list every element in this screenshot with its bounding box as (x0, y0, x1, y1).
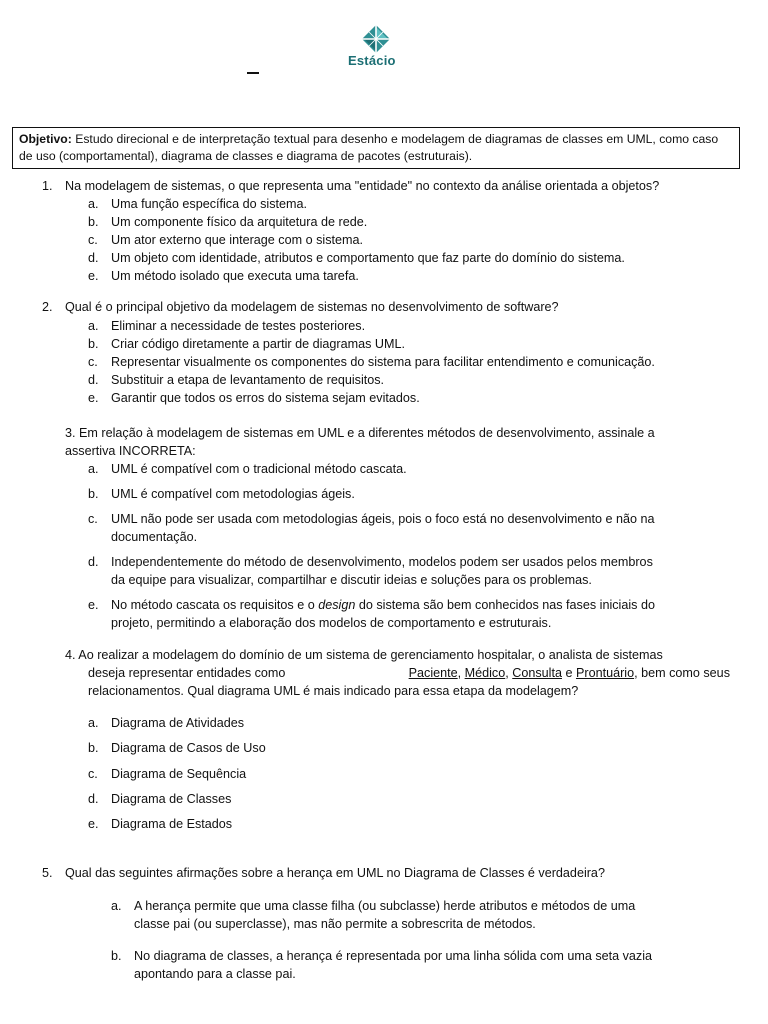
question-number: 5. (42, 866, 53, 880)
question-4-line3: relacionamentos. Qual diagrama UML é mais indicado para essa etapa da modelagem? (88, 684, 579, 698)
estacio-logo (346, 22, 406, 68)
entity-paciente: Paciente (408, 666, 458, 680)
question-text: Na modelagem de sistemas, o que representa uma "entidade" no contexto da análise orientada a objetos? (65, 179, 660, 193)
logo-text: Estácio (348, 53, 396, 67)
question-3-line1: 3. Em relação à modelagem de sistemas em UML e a diferentes métodos de desenvolvimento, assinale a (65, 426, 655, 440)
question-4-line2: deseja representar entidades como Paciente, Médico, Consulta e Prontuário, bem como seus (88, 666, 730, 680)
logo-emblem-icon (362, 25, 390, 55)
objective-box (12, 127, 740, 169)
question-number: 2. (42, 300, 53, 314)
question-number: 1. (42, 179, 53, 193)
objective-text: Estudo direcional e de interpretação textual para desenho e modelagem de diagramas de classes em UML, como caso de uso (comportamental), diagrama de classes e diagrama de pacotes (estruturais). (19, 132, 719, 163)
objective-label: Objetivo: (19, 132, 72, 146)
question-text: Qual das seguintes afirmações sobre a herança em UML no Diagrama de Classes é verdadeira? (65, 866, 605, 880)
entity-prontuario: Prontuário (575, 666, 635, 680)
question-4-line1: 4. Ao realizar a modelagem do domínio de um sistema de gerenciamento hospitalar, o analista de sistemas (65, 648, 663, 662)
question-3-line2: assertiva INCORRETA: (65, 444, 196, 458)
entity-consulta: Consulta (512, 666, 562, 680)
question-text: Qual é o principal objetivo da modelagem de sistemas no desenvolvimento de software? (65, 300, 559, 314)
design-emphasis: design (318, 598, 356, 612)
header-dash (247, 72, 259, 74)
entity-medico: Médico (464, 666, 506, 680)
